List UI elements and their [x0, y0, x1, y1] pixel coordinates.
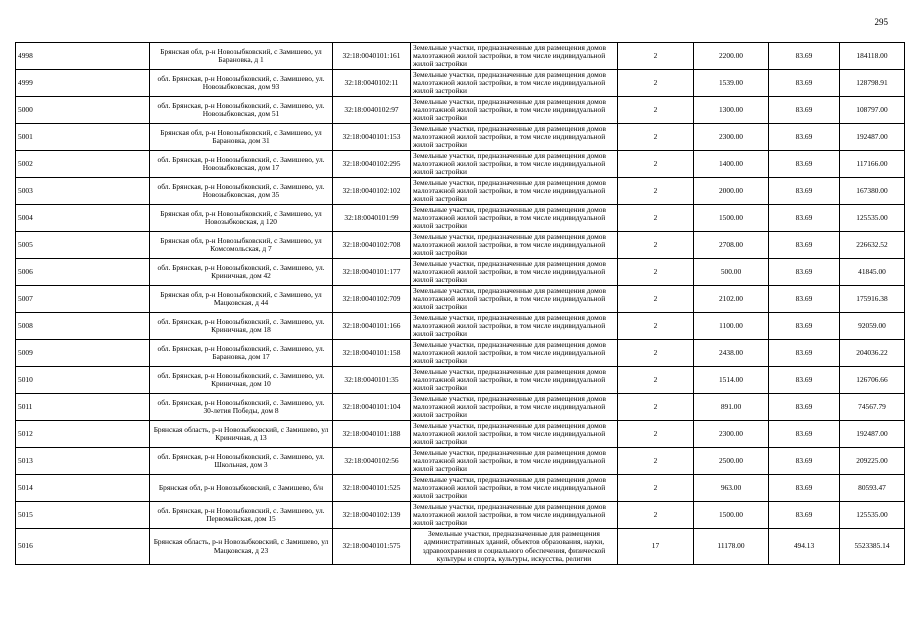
area-cell: 2708.00: [694, 232, 769, 259]
record-number: 5003: [16, 178, 150, 205]
land-use-cell: Земельные участки, предназначенные для размещения домов малоэтажной жилой застройки, в том числе индивидуальной жилой застройки: [411, 97, 618, 124]
land-use-cell: Земельные участки, предназначенные для размещения домов малоэтажной жилой застройки, в том числе индивидуальной жилой застройки: [411, 421, 618, 448]
use-group-cell: 2: [618, 43, 694, 70]
record-number: 5014: [16, 475, 150, 502]
table-row: [16, 529, 905, 565]
land-use-cell: Земельные участки, предназначенные для размещения домов малоэтажной жилой застройки, в том числе индивидуальной жилой застройки: [411, 340, 618, 367]
table-row: [16, 151, 905, 178]
rate-cell: 83.69: [769, 475, 840, 502]
land-use-cell: Земельные участки, предназначенные для размещения домов малоэтажной жилой застройки, в том числе индивидуальной жилой застройки: [411, 232, 618, 259]
use-group-cell: 17: [618, 529, 694, 565]
use-group-cell: 2: [618, 124, 694, 151]
cadastral-value-cell: 126706.66: [840, 367, 905, 394]
record-number: 5011: [16, 394, 150, 421]
cadastral-number-cell: 32:18:0040102:708: [333, 232, 411, 259]
cadastral-value-cell: 192487.00: [840, 421, 905, 448]
table-row: [16, 367, 905, 394]
address-cell: обл. Брянская, р-н Новозыбковский, с. Замишево, ул. Криничная, дом 42: [150, 259, 333, 286]
use-group-cell: 2: [618, 151, 694, 178]
cadastral-value-cell: 5523385.14: [840, 529, 905, 565]
rate-cell: 83.69: [769, 448, 840, 475]
area-cell: 891.00: [694, 394, 769, 421]
table-row: [16, 286, 905, 313]
land-use-cell: Земельные участки, предназначенные для размещения домов малоэтажной жилой застройки, в том числе индивидуальной жилой застройки: [411, 286, 618, 313]
cadastral-number-cell: 32:18:0040101:99: [333, 205, 411, 232]
land-use-cell: Земельные участки, предназначенные для размещения домов малоэтажной жилой застройки, в том числе индивидуальной жилой застройки: [411, 475, 618, 502]
record-number: 5007: [16, 286, 150, 313]
record-number: 4999: [16, 70, 150, 97]
cadastral-number-cell: 32:18:0040101:166: [333, 313, 411, 340]
area-cell: 2200.00: [694, 43, 769, 70]
record-number: 5000: [16, 97, 150, 124]
cadastral-value-cell: 175916.38: [840, 286, 905, 313]
cadastral-value-cell: 192487.00: [840, 124, 905, 151]
record-number: 5016: [16, 529, 150, 565]
cadastral-number-cell: 32:18:0040102:56: [333, 448, 411, 475]
record-number: 5001: [16, 124, 150, 151]
land-use-cell: Земельные участки, предназначенные для размещения домов малоэтажной жилой застройки, в том числе индивидуальной жилой застройки: [411, 151, 618, 178]
address-cell: Брянская обл, р-н Новозыбковский, с Замишево, ул Барановка, д 1: [150, 43, 333, 70]
rate-cell: 83.69: [769, 367, 840, 394]
address-cell: обл. Брянская, р-н Новозыбковский, с. Замишево, ул. Новозыбковская, дом 35: [150, 178, 333, 205]
land-use-cell: Земельные участки, предназначенные для размещения домов малоэтажной жилой застройки, в том числе индивидуальной жилой застройки: [411, 259, 618, 286]
table-row: [16, 70, 905, 97]
cadastral-value-cell: 125535.00: [840, 205, 905, 232]
land-use-cell: Земельные участки, предназначенные для размещения домов малоэтажной жилой застройки, в том числе индивидуальной жилой застройки: [411, 205, 618, 232]
table-row: [16, 43, 905, 70]
cadastral-number-cell: 32:18:0040101:575: [333, 529, 411, 565]
rate-cell: 83.69: [769, 340, 840, 367]
address-cell: обл. Брянская, р-н Новозыбковский, с. Замишево, ул. Барановка, дом 17: [150, 340, 333, 367]
area-cell: 500.00: [694, 259, 769, 286]
use-group-cell: 2: [618, 367, 694, 394]
use-group-cell: 2: [618, 448, 694, 475]
record-number: 5004: [16, 205, 150, 232]
use-group-cell: 2: [618, 97, 694, 124]
address-cell: обл. Брянская, р-н Новозыбковский, с. Замишево, ул. Криничная, дом 10: [150, 367, 333, 394]
area-cell: 2102.00: [694, 286, 769, 313]
rate-cell: 83.69: [769, 178, 840, 205]
address-cell: Брянская обл, р-н Новозыбковский, с Замишево, б/н: [150, 475, 333, 502]
area-cell: 1300.00: [694, 97, 769, 124]
table-row: [16, 448, 905, 475]
table-row: [16, 124, 905, 151]
cadastral-value-cell: 128798.91: [840, 70, 905, 97]
address-cell: Брянская обл, р-н Новозыбковский, с Замишево, ул Барановка, дом 31: [150, 124, 333, 151]
address-cell: Брянская область, р-н Новозыбковский, с Замишево, ул Криничная, д 13: [150, 421, 333, 448]
use-group-cell: 2: [618, 205, 694, 232]
land-use-cell: Земельные участки, предназначенные для размещения домов малоэтажной жилой застройки, в том числе индивидуальной жилой застройки: [411, 43, 618, 70]
table-row: [16, 259, 905, 286]
area-cell: 1400.00: [694, 151, 769, 178]
use-group-cell: 2: [618, 313, 694, 340]
area-cell: 1514.00: [694, 367, 769, 394]
cadastral-value-cell: 108797.00: [840, 97, 905, 124]
rate-cell: 83.69: [769, 313, 840, 340]
table-row: [16, 232, 905, 259]
record-number: 5013: [16, 448, 150, 475]
cadastral-number-cell: 32:18:0040101:158: [333, 340, 411, 367]
table-row: [16, 340, 905, 367]
cadastral-number-cell: 32:18:0040101:153: [333, 124, 411, 151]
cadastral-number-cell: 32:18:0040101:35: [333, 367, 411, 394]
address-cell: Брянская область, р-н Новозыбковский, с Замишево, ул Мацковская, д 23: [150, 529, 333, 565]
table-row: [16, 502, 905, 529]
cadastral-number-cell: 32:18:0040102:11: [333, 70, 411, 97]
use-group-cell: 2: [618, 502, 694, 529]
use-group-cell: 2: [618, 394, 694, 421]
address-cell: обл. Брянская, р-н Новозыбковский, с. Замишево, ул. Новозыбковская, дом 93: [150, 70, 333, 97]
cadastral-value-cell: 41845.00: [840, 259, 905, 286]
record-number: 4998: [16, 43, 150, 70]
use-group-cell: 2: [618, 232, 694, 259]
table-row: [16, 421, 905, 448]
cadastral-number-cell: 32:18:0040102:102: [333, 178, 411, 205]
cadastral-value-cell: 226632.52: [840, 232, 905, 259]
rate-cell: 83.69: [769, 259, 840, 286]
cadastral-number-cell: 32:18:0040102:97: [333, 97, 411, 124]
area-cell: 2300.00: [694, 421, 769, 448]
table-row: [16, 178, 905, 205]
land-use-cell: Земельные участки, предназначенные для размещения домов малоэтажной жилой застройки, в том числе индивидуальной жилой застройки: [411, 313, 618, 340]
address-cell: Брянская обл, р-н Новозыбковский, с Замишево, ул Мацковская, д 44: [150, 286, 333, 313]
address-cell: обл. Брянская, р-н Новозыбковский, с. Замишево, ул. Новозыбковская, дом 17: [150, 151, 333, 178]
address-cell: обл. Брянская, р-н Новозыбковский, с. Замишево, ул. Первомайская, дом 15: [150, 502, 333, 529]
land-use-cell: Земельные участки, предназначенные для размещения административных зданий, объектов образования, науки, здравоохранения и социального обеспечения, физической культуры и спорта, культуры, искусства, религии: [411, 529, 618, 565]
land-use-cell: Земельные участки, предназначенные для размещения домов малоэтажной жилой застройки, в том числе индивидуальной жилой застройки: [411, 394, 618, 421]
record-number: 5008: [16, 313, 150, 340]
use-group-cell: 2: [618, 475, 694, 502]
area-cell: 1100.00: [694, 313, 769, 340]
cadastral-value-cell: 117166.00: [840, 151, 905, 178]
cadastral-value-cell: 204036.22: [840, 340, 905, 367]
rate-cell: 83.69: [769, 232, 840, 259]
record-number: 5005: [16, 232, 150, 259]
cadastral-number-cell: 32:18:0040102:709: [333, 286, 411, 313]
land-use-cell: Земельные участки, предназначенные для размещения домов малоэтажной жилой застройки, в том числе индивидуальной жилой застройки: [411, 448, 618, 475]
land-use-cell: Земельные участки, предназначенные для размещения домов малоэтажной жилой застройки, в том числе индивидуальной жилой застройки: [411, 124, 618, 151]
record-number: 5010: [16, 367, 150, 394]
cadastral-number-cell: 32:18:0040102:139: [333, 502, 411, 529]
cadastral-number-cell: 32:18:0040102:295: [333, 151, 411, 178]
record-number: 5009: [16, 340, 150, 367]
address-cell: Брянская обл, р-н Новозыбковский, с Замишево, ул Комсомольская, д 7: [150, 232, 333, 259]
area-cell: 2300.00: [694, 124, 769, 151]
record-number: 5006: [16, 259, 150, 286]
area-cell: 11178.00: [694, 529, 769, 565]
record-number: 5012: [16, 421, 150, 448]
rate-cell: 83.69: [769, 97, 840, 124]
address-cell: Брянская обл, р-н Новозыбковский, с Замишево, ул Новозыбковская, д 120: [150, 205, 333, 232]
address-cell: обл. Брянская, р-н Новозыбковский, с. Замишево, ул. Школьная, дом 3: [150, 448, 333, 475]
rate-cell: 83.69: [769, 70, 840, 97]
cadastral-number-cell: 32:18:0040101:161: [333, 43, 411, 70]
cadastral-value-cell: 92059.00: [840, 313, 905, 340]
rate-cell: 83.69: [769, 124, 840, 151]
record-number: 5015: [16, 502, 150, 529]
table-row: [16, 394, 905, 421]
address-cell: обл. Брянская, р-н Новозыбковский, с. Замишево, ул. 30-летия Победы, дом 8: [150, 394, 333, 421]
land-registry-table: [15, 42, 905, 565]
rate-cell: 83.69: [769, 502, 840, 529]
rate-cell: 83.69: [769, 205, 840, 232]
cadastral-number-cell: 32:18:0040101:177: [333, 259, 411, 286]
use-group-cell: 2: [618, 421, 694, 448]
cadastral-value-cell: 209225.00: [840, 448, 905, 475]
cadastral-value-cell: 184118.00: [840, 43, 905, 70]
cadastral-value-cell: 74567.79: [840, 394, 905, 421]
land-use-cell: Земельные участки, предназначенные для размещения домов малоэтажной жилой застройки, в том числе индивидуальной жилой застройки: [411, 367, 618, 394]
land-use-cell: Земельные участки, предназначенные для размещения домов малоэтажной жилой застройки, в том числе индивидуальной жилой застройки: [411, 502, 618, 529]
use-group-cell: 2: [618, 259, 694, 286]
cadastral-number-cell: 32:18:0040101:525: [333, 475, 411, 502]
area-cell: 963.00: [694, 475, 769, 502]
cadastral-value-cell: 125535.00: [840, 502, 905, 529]
rate-cell: 83.69: [769, 394, 840, 421]
land-use-cell: Земельные участки, предназначенные для размещения домов малоэтажной жилой застройки, в том числе индивидуальной жилой застройки: [411, 178, 618, 205]
area-cell: 1500.00: [694, 205, 769, 232]
area-cell: 1500.00: [694, 502, 769, 529]
rate-cell: 83.69: [769, 151, 840, 178]
area-cell: 2500.00: [694, 448, 769, 475]
cadastral-value-cell: 80593.47: [840, 475, 905, 502]
table-row: [16, 205, 905, 232]
area-cell: 2000.00: [694, 178, 769, 205]
rate-cell: 83.69: [769, 43, 840, 70]
record-number: 5002: [16, 151, 150, 178]
land-use-cell: Земельные участки, предназначенные для размещения домов малоэтажной жилой застройки, в том числе индивидуальной жилой застройки: [411, 70, 618, 97]
rate-cell: 83.69: [769, 286, 840, 313]
cadastral-number-cell: 32:18:0040101:188: [333, 421, 411, 448]
use-group-cell: 2: [618, 286, 694, 313]
rate-cell: 494.13: [769, 529, 840, 565]
area-cell: 1539.00: [694, 70, 769, 97]
use-group-cell: 2: [618, 178, 694, 205]
table-row: [16, 313, 905, 340]
use-group-cell: 2: [618, 70, 694, 97]
address-cell: обл. Брянская, р-н Новозыбковский, с. Замишево, ул. Новозыбковская, дом 51: [150, 97, 333, 124]
use-group-cell: 2: [618, 340, 694, 367]
cadastral-value-cell: 167380.00: [840, 178, 905, 205]
page-number: 295: [874, 17, 888, 27]
table-row: [16, 97, 905, 124]
rate-cell: 83.69: [769, 421, 840, 448]
address-cell: обл. Брянская, р-н Новозыбковский, с. Замишево, ул. Криничная, дом 18: [150, 313, 333, 340]
area-cell: 2438.00: [694, 340, 769, 367]
cadastral-number-cell: 32:18:0040101:104: [333, 394, 411, 421]
table-row: [16, 475, 905, 502]
